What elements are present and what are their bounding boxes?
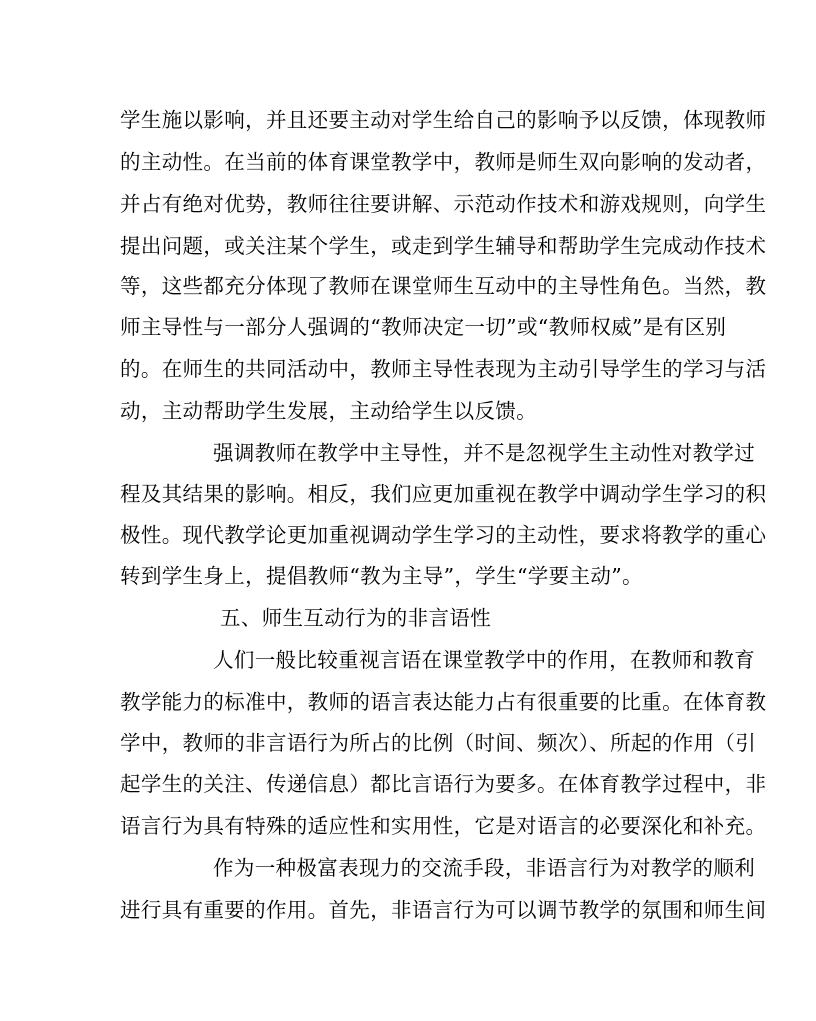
paragraph-line: 的主动性。在当前的体育课堂教学中，教师是师生双向影响的发动者， — [120, 150, 767, 174]
paragraph-line: 教学能力的标准中，教师的语言表达能力占有很重要的比重。在体育教 — [120, 690, 767, 714]
paragraph-line: 进行具有重要的作用。首先，非语言行为可以调节教学的氛围和师生间 — [120, 898, 767, 922]
paragraph-line: 强调教师在教学中主导性，并不是忽视学生主动性对教学过 — [213, 441, 756, 465]
section-heading: 五、师生互动行为的非言语性 — [220, 606, 492, 630]
paragraph-line: 作为一种极富表现力的交流手段，非语言行为对教学的顺利 — [213, 856, 756, 880]
paragraph-line: 等，这些都充分体现了教师在课堂师生互动中的主导性角色。当然，教 — [120, 274, 767, 298]
paragraph-line: 动，主动帮助学生发展，主动给学生以反馈。 — [120, 399, 537, 423]
paragraph-line: 的。在师生的共同活动中，教师主导性表现为主动引导学生的学习与活 — [120, 357, 767, 381]
paragraph-line: 极性。现代教学论更加重视调动学生学习的主动性，要求将教学的重心 — [120, 523, 767, 547]
paragraph-line: 并占有绝对优势，教师往往要讲解、示范动作技术和游戏规则，向学生 — [120, 192, 767, 216]
paragraph-line: 学生施以影响，并且还要主动对学生给自己的影响予以反馈，体现教师 — [120, 108, 767, 132]
paragraph-line: 起学生的关注、传递信息）都比言语行为要多。在体育教学过程中，非 — [120, 772, 767, 796]
paragraph-line: 提出问题，或关注某个学生，或走到学生辅导和帮助学生完成动作技术 — [120, 234, 767, 258]
paragraph-line: 语言行为具有特殊的适应性和实用性，它是对语言的必要深化和补充。 — [120, 814, 767, 838]
paragraph-line: 程及其结果的影响。相反，我们应更加重视在教学中调动学生学习的积 — [120, 482, 767, 506]
paragraph-line: 人们一般比较重视言语在课堂教学中的作用，在教师和教育 — [213, 648, 756, 672]
paragraph-line: 转到学生身上，提倡教师“教为主导”，学生“学要主动”。 — [120, 564, 643, 588]
paragraph-line: 学中，教师的非言语行为所占的比例（时间、频次）、所起的作用（引 — [120, 731, 757, 755]
paragraph-line: 师主导性与一部分人强调的“教师决定一切”或“教师权威”是有区别 — [120, 315, 727, 339]
